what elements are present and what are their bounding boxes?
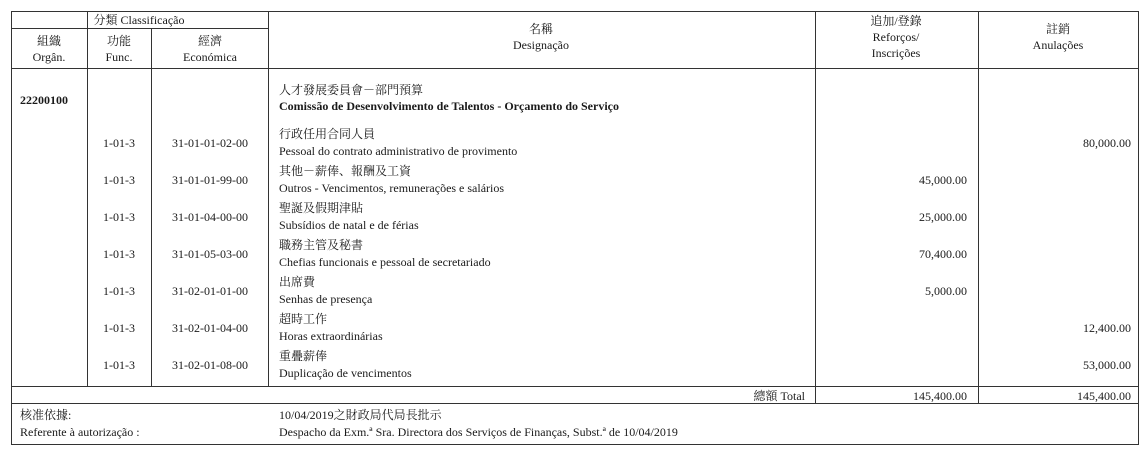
- row-name-pt: Subsídios de natal e de férias: [279, 218, 419, 232]
- func-header-pt: Func.: [105, 50, 133, 64]
- authorization-label-pt: Referente à autorização :: [20, 425, 140, 439]
- organ-header-pt: Orgân.: [32, 50, 66, 64]
- row-func-code: 1-01-3: [103, 247, 135, 261]
- row-name-pt: Chefias funcionais e pessoal de secretariado: [279, 255, 491, 269]
- authorization-label-zh: 核准依據:: [20, 408, 72, 422]
- row-econ-code: 31-01-01-02-00: [172, 136, 248, 150]
- organ-header-zh: 組織: [36, 34, 62, 48]
- row-name-pt: Horas extraordinárias: [279, 329, 383, 343]
- row-func-code: 1-01-3: [103, 284, 135, 298]
- reinforcements-header-zh: 追加/登錄: [870, 14, 922, 28]
- table-frame: [11, 11, 1139, 445]
- section-title-pt: Comissão de Desenvolvimento de Talentos - Orçamento do Serviço: [279, 99, 619, 113]
- row-econ-code: 31-01-05-03-00: [172, 247, 248, 261]
- row-name-zh: 出席費: [279, 275, 316, 289]
- row-name-pt: Duplicação de vencimentos: [279, 366, 412, 380]
- section-title-zh: 人才發展委員會－部門預算: [279, 83, 424, 97]
- designation-header-pt: Designação: [513, 38, 569, 52]
- total-annulment: 145,400.00: [1077, 389, 1131, 403]
- row-func-code: 1-01-3: [103, 210, 135, 224]
- authorization-text-pt: Despacho da Exm.ª Sra. Directora dos Serviços de Finanças, Subst.ª de 10/04/2019: [279, 425, 678, 439]
- organ-code: 22200100: [20, 93, 68, 107]
- row-annulment: 53,000.00: [1083, 358, 1131, 372]
- col-divider: [151, 28, 152, 386]
- row-econ-code: 31-01-01-99-00: [172, 173, 248, 187]
- row-econ-code: 31-02-01-04-00: [172, 321, 248, 335]
- row-econ-code: 31-01-04-00-00: [172, 210, 248, 224]
- row-name-zh: 行政任用合同人員: [279, 127, 376, 141]
- annulments-header-zh: 註銷: [1045, 22, 1071, 36]
- designation-header-zh: 名稱: [528, 22, 554, 36]
- row-func-code: 1-01-3: [103, 136, 135, 150]
- col-divider: [978, 11, 979, 403]
- row-name-pt: Senhas de presença: [279, 292, 373, 306]
- row-name-pt: Outros - Vencimentos, remunerações e salários: [279, 181, 505, 195]
- row-name-zh: 聖誕及假期津貼: [279, 201, 364, 215]
- header-subdivider: [11, 28, 268, 29]
- total-reinforcement: 145,400.00: [913, 389, 967, 403]
- reinforcements-header-pt2: Inscrições: [871, 46, 921, 60]
- row-annulment: 80,000.00: [1083, 136, 1131, 150]
- row-func-code: 1-01-3: [103, 321, 135, 335]
- row-annulment: 12,400.00: [1083, 321, 1131, 335]
- row-name-zh: 超時工作: [279, 312, 328, 326]
- row-reinforcement: 5,000.00: [925, 284, 967, 298]
- row-name-zh: 職務主管及秘書: [279, 238, 364, 252]
- total-bottom-line: [11, 403, 1139, 404]
- econ-header-zh: 經濟: [197, 34, 223, 48]
- row-func-code: 1-01-3: [103, 358, 135, 372]
- func-header-zh: 功能: [106, 34, 132, 48]
- row-reinforcement: 45,000.00: [919, 173, 967, 187]
- row-name-zh: 其他－薪俸、報酬及工資: [279, 164, 412, 178]
- row-econ-code: 31-02-01-01-00: [172, 284, 248, 298]
- row-func-code: 1-01-3: [103, 173, 135, 187]
- classification-header: 分類 Classificação: [93, 13, 185, 27]
- header-bottom-line: [11, 68, 1139, 69]
- row-econ-code: 31-02-01-08-00: [172, 358, 248, 372]
- total-label: 總額 Total: [753, 389, 805, 403]
- row-reinforcement: 25,000.00: [919, 210, 967, 224]
- col-divider: [815, 11, 816, 403]
- row-name-zh: 重疊薪俸: [279, 349, 328, 363]
- total-top-line: [11, 386, 1139, 387]
- annulments-header-pt: Anulações: [1032, 38, 1084, 52]
- reinforcements-header-pt1: Reforços/: [872, 30, 920, 44]
- row-name-pt: Pessoal do contrato administrativo de provimento: [279, 144, 518, 158]
- authorization-text-zh: 10/04/2019之財政局代局長批示: [279, 408, 442, 422]
- row-reinforcement: 70,400.00: [919, 247, 967, 261]
- econ-header-pt: Económica: [183, 50, 237, 64]
